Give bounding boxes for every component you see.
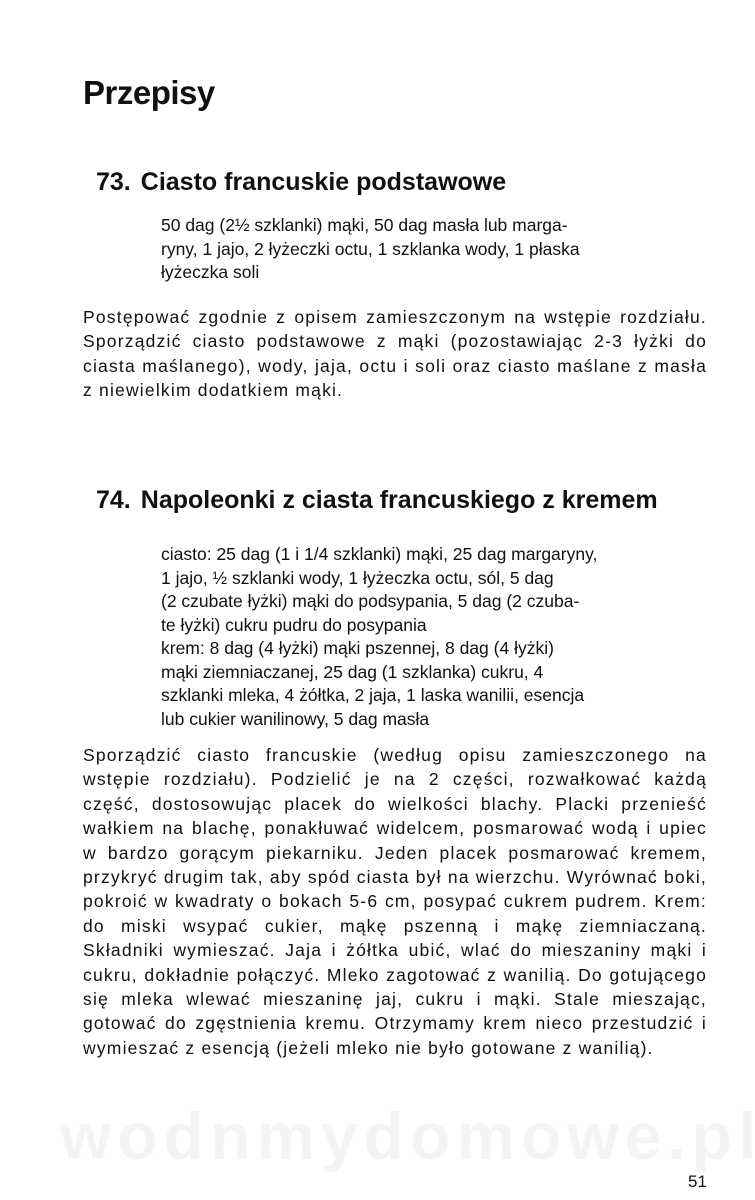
- page-title: Przepisy: [83, 74, 215, 111]
- recipe-number: 74.: [96, 486, 131, 514]
- recipe-73-title: [96, 168, 506, 197]
- ingredient-line: mąki ziemniaczanej, 25 dag (1 szklanka) cukru, 4: [161, 661, 544, 682]
- recipe-74-method: Sporządzić ciasto francuskie (według opisu zamieszczonego na wstępie rozdziału). Podzielić je na 2 części, rozwałkować każdą część, dostosowując placek do wielkości blachy. Placki przenieść wałkiem na blachę, ponakłuwać widelcem, posmarować wodą i upiec w bardzo gorącym piekarniku. Jeden placek posmarować kremem, przykryć drugim tak, aby spód ciasta był na wierzchu. Wyrównać boki, pokroić w kwadraty o bokach 5-6 cm, posypać cukrem pudrem. Krem: do miski wsypać cukier, mąkę pszenną i mąkę ziemniaczaną. Składniki wymieszać. Jaja i żółtka ubić, wlać do mieszaniny mąki i cukru, dokładnie połączyć. Mleko zagotować z wanilią. Do gotującego się mleka wlewać mieszaninę jaj, cukru i mąki. Stale mieszając, gotować do zgęstnienia kremu. Otrzymamy krem nieco przestudzić i wymieszać z esencją (jeżeli mleko nie było gotowane z wanilią).: [83, 745, 707, 1058]
- recipe-73-method: Postępować zgodnie z opisem zamieszczonym na wstępie rozdziału. Sporządzić ciasto podstawowe z mąki (pozostawiając 2-3 łyżki do ciasta maślanego), wody, jaja, octu i soli oraz ciasto maślane z masła z niewielkim dodatkiem mąki.: [83, 307, 707, 401]
- ingredient-line: szklanki mleka, 4 żółtka, 2 jaja, 1 laska wanilii, esencja: [161, 685, 585, 705]
- recipe-title-text: Napoleonki z ciasta francuskiego z kremem: [140, 486, 658, 514]
- ingredient-line: lub cukier wanilinowy, 5 dag masła: [161, 708, 430, 729]
- recipe-73-ingredients: [161, 214, 707, 285]
- ingredient-line: (2 czubate łyżki) mąki do podsypania, 5 dag (2 czuba-: [161, 591, 580, 611]
- page-number: 51: [688, 1172, 707, 1191]
- ingredient-line: krem: 8 dag (4 łyżki) mąki pszennej, 8 dag (4 łyżki): [161, 638, 554, 658]
- ingredient-line: 50 dag (2½ szklanki) mąki, 50 dag masła lub marga-: [161, 215, 568, 235]
- ingredient-line: łyżeczka soli: [161, 262, 260, 282]
- ingredient-line: 1 jajo, ½ szklanki wody, 1 łyżeczka octu, sól, 5 dag: [161, 567, 554, 588]
- recipe-title-text: Ciasto francuskie podstawowe: [140, 168, 507, 196]
- recipe-74-title: [96, 486, 658, 515]
- recipe-number: 73.: [96, 168, 131, 196]
- watermark-text: [60, 1098, 755, 1174]
- ingredient-line: te łyżki) cukru pudru do posypania: [161, 614, 427, 635]
- recipe-74-ingredients: [161, 543, 707, 731]
- ingredient-line: ciasto: 25 dag (1 i 1/4 szklanki) mąki, 25 dag margaryny,: [161, 544, 598, 564]
- ingredient-line: ryny, 1 jajo, 2 łyżeczki octu, 1 szklanka wody, 1 płaska: [161, 238, 580, 259]
